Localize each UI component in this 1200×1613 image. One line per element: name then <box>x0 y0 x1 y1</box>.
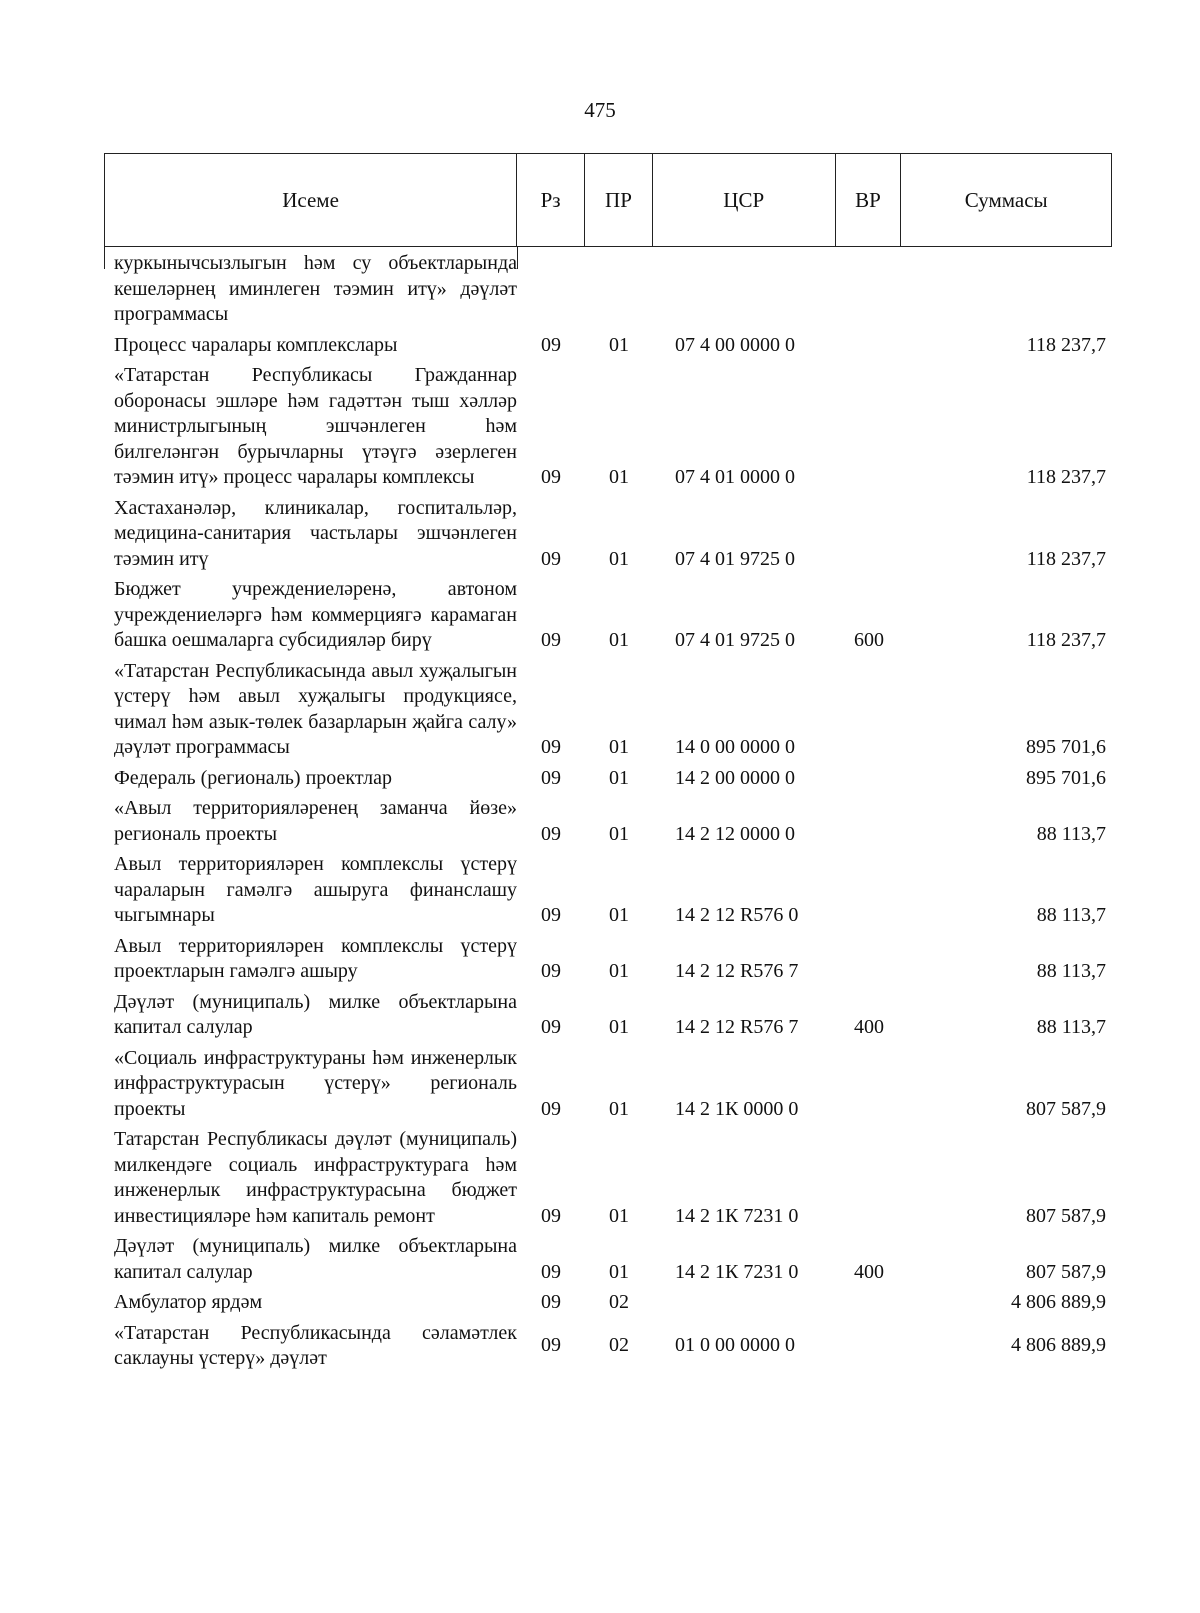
row-csr: 07 4 01 0000 0 <box>675 466 795 488</box>
row-pr: 01 <box>609 904 629 926</box>
row-name: Амбулатор ярдәм <box>114 1291 263 1313</box>
table-row <box>104 766 1112 797</box>
row-rz: 09 <box>541 547 561 570</box>
row-rz: 09 <box>541 1291 561 1313</box>
row-name: Авыл территорияләрен комплекслы үстерү чараларын гамәлгә ашыруга финанслашу чыгымнары <box>114 853 517 926</box>
budget-table-body <box>104 251 1112 1377</box>
row-rz: 09 <box>541 1097 561 1120</box>
table-row <box>104 1046 1112 1128</box>
table-row <box>104 1321 1112 1377</box>
row-rz: 09 <box>541 822 561 845</box>
table-row <box>104 1127 1112 1234</box>
row-rz: 09 <box>541 333 561 356</box>
column-header-sum: Суммасы <box>964 187 1048 212</box>
row-csr: 14 2 1К 7231 0 <box>675 1260 799 1283</box>
row-pr: 01 <box>609 466 629 488</box>
row-pr: 01 <box>609 1260 629 1283</box>
row-name: куркынычсызлыгын һәм су объектларында кешеләрнең иминлеген тәэмин итү» дәүләт программасы <box>114 252 517 325</box>
row-sum: 88 113,7 <box>1036 1016 1106 1038</box>
table-row <box>104 333 1112 364</box>
row-pr: 01 <box>609 1204 629 1227</box>
table-row <box>104 990 1112 1046</box>
row-sum: 118 237,7 <box>1026 629 1106 651</box>
row-sum: 807 587,9 <box>1026 1260 1106 1283</box>
row-sum: 118 237,7 <box>1026 333 1106 356</box>
row-vr: 400 <box>854 1016 884 1038</box>
row-name: Бюджет учреждениеләренә, автоном учреждениеләргә һәм коммерциягә карамаган башка оешмаларга субсидияләр бирү <box>114 578 517 651</box>
row-name: Хастаханәләр, клиникалар, госпитальләр, медицина-санитария частьлары эшчәнлеген тәэмин итү <box>114 496 517 570</box>
column-header-vr: ВР <box>836 154 902 246</box>
row-pr: 01 <box>609 333 629 356</box>
row-vr: 400 <box>854 1260 884 1283</box>
row-csr: 07 4 01 9725 0 <box>675 629 795 651</box>
column-header-name: Исеме <box>105 154 517 246</box>
row-name: Татарстан Республикасы дәүләт (муниципаль) милкендәге социаль инфраструктурага һәм инженерлык инфраструктурасына бюджет инвестицияләре һәм капиталь ремонт <box>114 1128 517 1227</box>
row-rz: 09 <box>541 960 561 982</box>
row-name: Авыл территорияләрен комплекслы үстерү проектларын гамәлгә ашыру <box>114 934 517 982</box>
row-rz: 09 <box>541 766 561 789</box>
row-sum: 4 806 889,9 <box>1011 1291 1106 1313</box>
table-row <box>104 659 1112 766</box>
row-csr: 14 2 12 0000 0 <box>675 822 795 845</box>
table-row <box>104 496 1112 578</box>
row-pr: 01 <box>609 960 629 982</box>
row-sum: 895 701,6 <box>1026 766 1106 789</box>
column-header-rz: Рз <box>517 154 585 246</box>
row-sum: 895 701,6 <box>1026 736 1106 758</box>
row-pr: 02 <box>609 1291 629 1313</box>
row-name: «Татарстан Республикасы Гражданнар оборонасы эшләре һәм гадәттән тыш хәлләр министрлыгының эшчәнлеген һәм билгеләнгән бурычларны үтәүгә әзерлеген тәэмин итү» процесс чаралары комплексы <box>114 364 517 488</box>
row-pr: 01 <box>609 736 629 758</box>
row-pr: 01 <box>609 822 629 845</box>
row-csr: 07 4 01 9725 0 <box>675 547 795 570</box>
row-csr: 14 0 00 0000 0 <box>675 736 795 758</box>
row-sum: 807 587,9 <box>1026 1097 1106 1120</box>
row-name: Дәүләт (муниципаль) милке объектларына капитал салулар <box>114 1235 517 1283</box>
row-sum: 88 113,7 <box>1036 904 1106 926</box>
table-row <box>104 796 1112 852</box>
row-name: Процесс чаралары комплекслары <box>114 333 398 356</box>
row-rz: 09 <box>541 1204 561 1227</box>
table-row <box>104 577 1112 659</box>
row-sum: 118 237,7 <box>1026 547 1106 570</box>
row-csr: 14 2 12 R576 7 <box>675 1016 799 1038</box>
row-csr: 14 2 12 R576 7 <box>675 960 799 982</box>
row-csr: 14 2 00 0000 0 <box>675 766 795 789</box>
row-pr: 02 <box>609 1334 629 1357</box>
row-pr: 01 <box>609 629 629 651</box>
row-rz: 09 <box>541 466 561 488</box>
row-sum: 88 113,7 <box>1036 960 1106 982</box>
row-name: Федераль (региональ) проектлар <box>114 766 392 789</box>
row-rz: 09 <box>541 1016 561 1038</box>
row-pr: 01 <box>609 1097 629 1120</box>
page-number: 475 <box>584 98 616 122</box>
row-sum: 118 237,7 <box>1026 466 1106 488</box>
row-rz: 09 <box>541 736 561 758</box>
row-sum: 807 587,9 <box>1026 1204 1106 1227</box>
row-csr: 14 2 1К 0000 0 <box>675 1097 799 1120</box>
column-header-pr: ПР <box>585 154 653 246</box>
table-row <box>104 852 1112 934</box>
row-pr: 01 <box>609 766 629 789</box>
row-rz: 09 <box>541 1260 561 1283</box>
row-sum: 88 113,7 <box>1036 822 1106 845</box>
row-vr: 600 <box>854 629 884 651</box>
table-row <box>104 934 1112 990</box>
row-csr: 07 4 00 0000 0 <box>675 333 795 356</box>
row-name: «Социаль инфраструктураны һәм инженерлык инфраструктурасын үстерү» региональ проекты <box>114 1046 517 1120</box>
row-csr: 01 0 00 0000 0 <box>675 1334 795 1357</box>
table-row <box>104 363 1112 496</box>
row-rz: 09 <box>541 904 561 926</box>
column-header-csr: ЦСР <box>653 154 836 246</box>
row-rz: 09 <box>541 629 561 651</box>
table-row <box>104 1234 1112 1290</box>
row-csr: 14 2 1К 7231 0 <box>675 1204 799 1227</box>
row-name: Дәүләт (муниципаль) милке объектларына капитал салулар <box>114 990 517 1038</box>
table-row <box>104 251 1112 333</box>
row-pr: 01 <box>609 547 629 570</box>
row-pr: 01 <box>609 1016 629 1038</box>
row-sum: 4 806 889,9 <box>1011 1334 1106 1357</box>
table-header <box>104 153 1112 247</box>
row-name: «Авыл территорияләренең заманча йөзе» региональ проекты <box>114 797 517 845</box>
row-name: «Татарстан Республикасында авыл хуҗалыгын үстерү һәм авыл хуҗалыгы продукциясе, чимал һәм азык-төлек базарларын җайга салу» дәүләт программасы <box>114 659 517 758</box>
row-name: «Татарстан Республикасында сәламәтлек саклауны үстерү» дәүләт <box>114 1321 517 1369</box>
row-csr: 14 2 12 R576 0 <box>675 904 799 926</box>
table-row <box>104 1290 1112 1321</box>
row-rz: 09 <box>541 1334 561 1357</box>
